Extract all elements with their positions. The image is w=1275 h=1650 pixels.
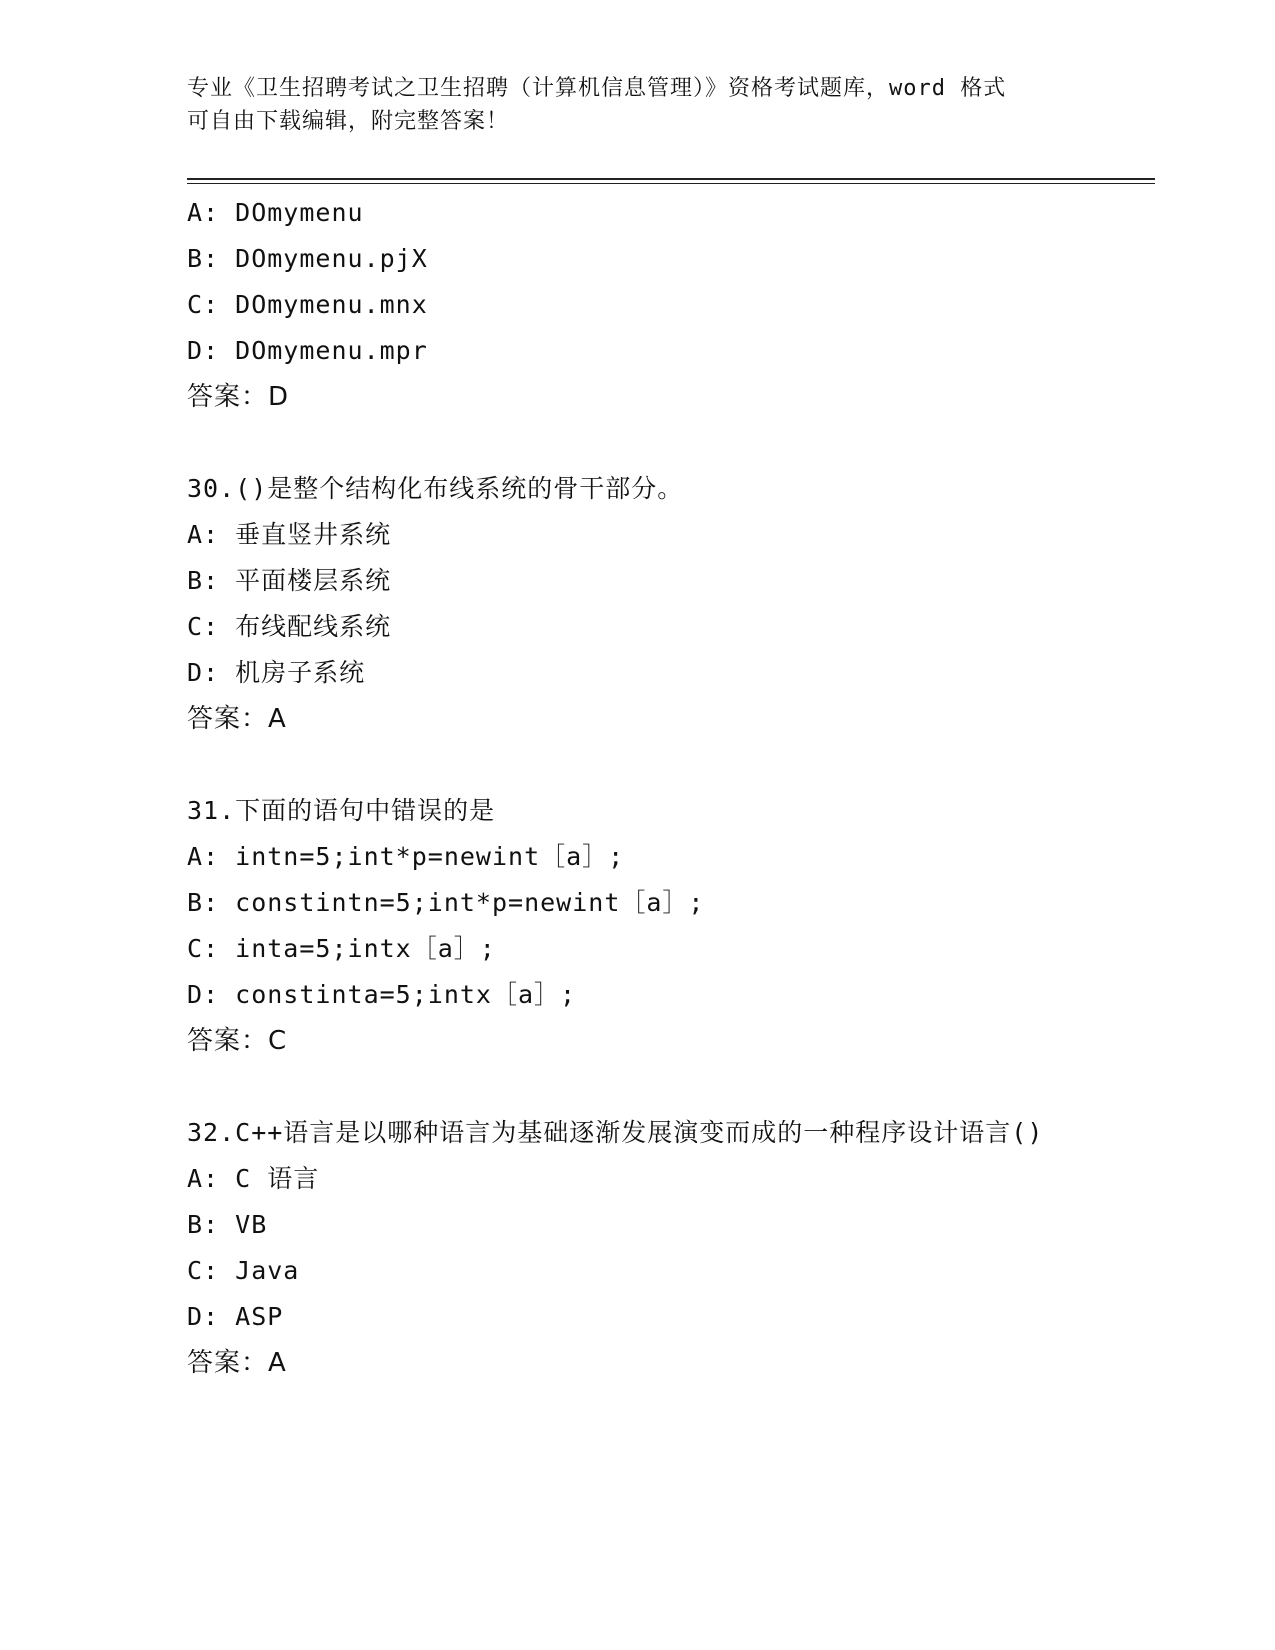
- spacer: [187, 1064, 1155, 1110]
- question-title: 32.C++语言是以哪种语言为基础逐渐发展演变而成的一种程序设计语言(): [187, 1118, 1044, 1147]
- option-b: B: VB: [187, 1210, 268, 1239]
- question-31: [187, 788, 1155, 1064]
- option-c: C: inta=5;intx［a］;: [187, 934, 496, 963]
- option-d: D: DOmymenu.mpr: [187, 336, 428, 365]
- option-a: A: intn=5;int*p=newint［a］;: [187, 842, 625, 871]
- option-b: B: 平面楼层系统: [187, 566, 392, 595]
- option-a: A: DOmymenu: [187, 198, 364, 227]
- question-29: [187, 190, 1155, 420]
- option-d: D: constinta=5;intx［a］;: [187, 980, 577, 1009]
- question-title: 30.()是整个结构化布线系统的骨干部分。: [187, 474, 684, 503]
- answer: 答案：D: [187, 382, 290, 412]
- option-c: C: Java: [187, 1256, 300, 1285]
- option-d: D: 机房子系统: [187, 658, 366, 687]
- option-c: C: 布线配线系统: [187, 612, 392, 641]
- question-32: [187, 1110, 1155, 1386]
- option-b: B: constintn=5;int*p=newint［a］;: [187, 888, 705, 917]
- question-30: [187, 466, 1155, 742]
- question-title: 31.下面的语句中错误的是: [187, 796, 496, 825]
- option-a: A: C 语言: [187, 1164, 320, 1193]
- option-a: A: 垂直竖井系统: [187, 520, 392, 549]
- spacer: [187, 742, 1155, 788]
- option-d: D: ASP: [187, 1302, 284, 1331]
- option-b: B: DOmymenu.pjX: [187, 244, 428, 273]
- page-header: [187, 72, 1067, 138]
- spacer: [187, 420, 1155, 466]
- question-list: [187, 190, 1155, 1386]
- option-c: C: DOmymenu.mnx: [187, 290, 428, 319]
- answer: 答案：C: [187, 1026, 288, 1056]
- answer: 答案：A: [187, 1348, 287, 1378]
- header-divider: [187, 178, 1155, 184]
- header-line-2: 可自由下载编辑，附完整答案！: [187, 109, 510, 134]
- answer: 答案：A: [187, 704, 287, 734]
- header-line-1: 专业《卫生招聘考试之卫生招聘（计算机信息管理）》资格考试题库，word 格式: [187, 76, 1007, 101]
